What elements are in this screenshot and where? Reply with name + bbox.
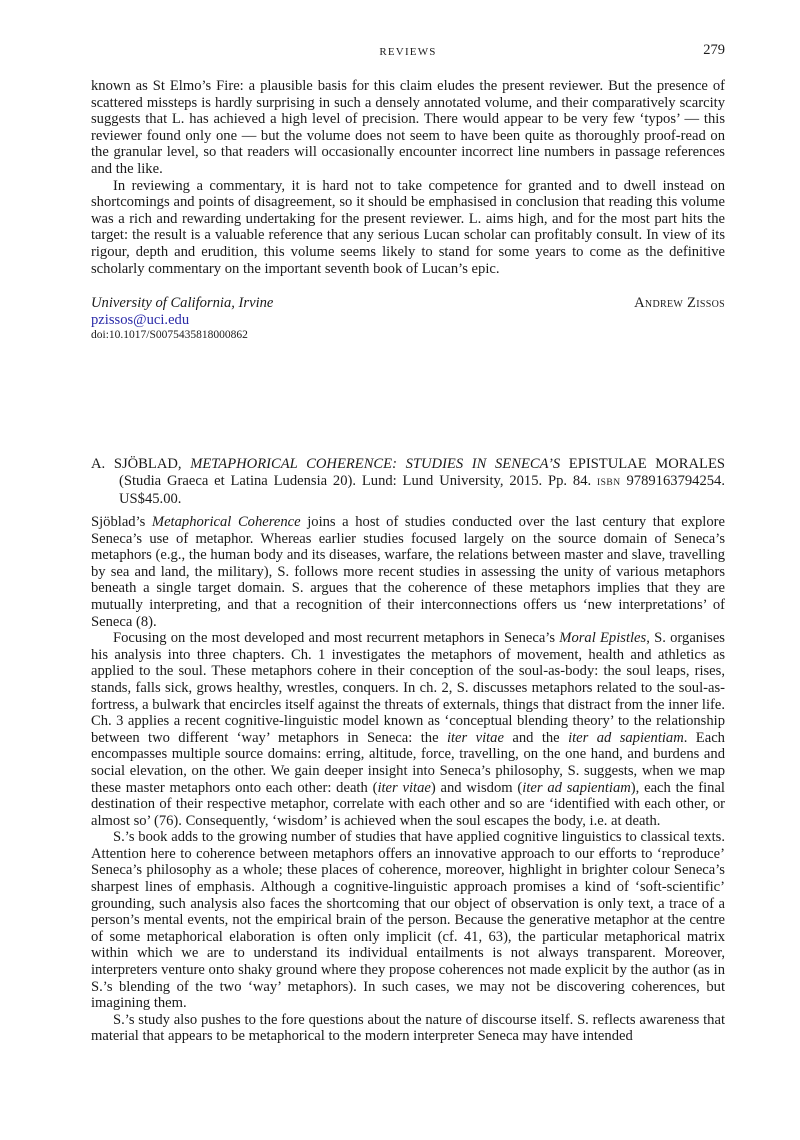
doi: doi:10.1017/S0075435818000862 xyxy=(91,329,248,342)
isbn-label: ISBN xyxy=(596,477,621,488)
text-run: S.’s book adds to the growing number of studies that have applied cognitive linguistics to classical texts. Attention here to coherence between metaphors offers an innovative approach to our efforts to ‘reproduce’ Seneca’s philosophy as a whole; these places of coherence, moreover, highlight in brighter colour Seneca’s sharpest lines of emphasis. Although a cognitive-linguistic approach promises a kind of ‘soft-scientific’ grounding, such analysis also faces the shortcoming that our object of observation is only text, a trace of a person’s mental events, not the empirical brain of the person. Because the generative metaphor at the centre of some metaphorical elaboration is often only implicit (cf. 41, 63), the particular metaphorical matrix within which we are to understand its individual entailments is not always transparent. Moreover, interpreters venture onto shaky ground where they propose coherences not made explicit by the author (as in S.’s blending of the two ‘way’ metaphors). In such cases, we may not be discovering coherences, but imagining them. xyxy=(91,829,725,1012)
italic-text: Moral Epistles xyxy=(559,630,647,647)
text-run: S.’s study also pushes to the fore questions about the nature of discourse itself. S. reflects awareness that material that appears to be metaphorical to the modern interpreter Seneca may have intended xyxy=(91,1011,725,1045)
book-citation xyxy=(91,456,725,508)
review-paragraph xyxy=(91,630,725,829)
review-signature xyxy=(91,295,725,342)
italic-text: iter ad sapientiam xyxy=(522,779,631,796)
book-title-latin: EPISTULAE MORALES xyxy=(568,456,726,472)
italic-text: iter vitae xyxy=(446,729,504,746)
reviewer-affiliation: University of California, Irvine xyxy=(91,295,274,311)
review-paragraph xyxy=(91,1012,725,1045)
reviewer-name: Andrew Zissos xyxy=(634,295,725,311)
text-run: joins a host of studies conducted over the last century that explore Seneca’s use of metaphor. Whereas earlier studies focused largely on the source domain of Seneca’s metaphors (e.g., the human body and its diseases, warfare, the relations between master and slave, travelling by sea and land, the military), S. follows more recent studies in assessing the unity of various metaphors beneath a single target domain. S. argues that the coherence of these metaphors implies that they are mutually interpreting, and that a recognition of their interconnections offers us ‘new interpretations’ of Seneca (8). xyxy=(91,514,725,630)
text-run: Focusing on the most developed and most recurrent metaphors in Seneca’s xyxy=(113,630,560,647)
book-author: A. SJÖBLAD, xyxy=(91,456,182,472)
previous-review-paragraph: In reviewing a commentary, it is hard not to take competence for granted and to dwell instead on shortcomings and points of disagreement, so it should be emphasised in conclusion that reading this volume was a rich and rewarding undertaking for the present reviewer. L. aims high, and for the most part hits the target: the result is a valuable reference that any serious Lucan scholar can profitably consult. In view of its rigour, depth and erudition, this volume seems likely to stand for some years to come as the definitive scholarly commentary on the important seventh book of Lucan’s epic. xyxy=(91,177,725,277)
text-run: , S. organises his analysis into three chapters. Ch. 1 investigates the metaphors of movement, health and athletics as applied to the soul. These metaphors cohere in their conception of the soul-as-body: the soul leaps, rises, stands, falls sick, grows healthy, wrestles, conquers. In ch. 2, S. discusses metaphors related to the soul-as-fortress, a bulwark that encircles itself against the threats of externals, things that distract from the inner life. Ch. 3 applies a recent cognitive-linguistic model known as ‘conceptual blending theory’ to the relationship between two different ‘way’ metaphors in Seneca: the xyxy=(91,630,725,746)
previous-review-paragraph: known as St Elmo’s Fire: a plausible basis for this claim eludes the present reviewer. But the presence of scattered missteps is hardly surprising in such a densely annotated volume, and their comparatively scarcity suggests that L. has achieved a high level of precision. There would appear to be very few ‘typos’ — this reviewer found only one — but the volume does not seem to have been quite as thoroughly proof-read on the granular level, so that readers will occasionally encounter incorrect line numbers in passage references and the like. xyxy=(91,78,725,177)
text-run: ), each the final destination of their respective metaphor, correlate with each other and so are ‘identified with each other, or almost so’ (76). Consequently, ‘wisdom’ is achieved when the soul escapes the body, i.e. at death. xyxy=(91,779,725,829)
text-run: Sjöblad’s xyxy=(91,514,152,530)
text-run: and the xyxy=(503,729,569,746)
running-title: REVIEWS xyxy=(379,46,437,58)
book-title: METAPHORICAL COHERENCE: STUDIES IN SENECA’S xyxy=(190,456,561,472)
text-run: ) and wisdom ( xyxy=(430,779,523,796)
italic-text: Metaphorical Coherence xyxy=(151,514,301,530)
isbn-price: 9789163794254. US$45.00. xyxy=(119,472,725,508)
page-number: 279 xyxy=(703,42,725,58)
reviewer-email-link[interactable]: pzissos@uci.edu xyxy=(91,311,190,328)
text-run: . Each encompasses multiple source domains: erring, altitude, force, travelling, on the one hand, and burdens and social elevation, on the other. We gain deeper insight into Seneca’s philosophy, S. suggests, when we map these master metaphors onto each other: death ( xyxy=(91,729,725,796)
review-paragraph xyxy=(91,829,725,1012)
review-body xyxy=(91,514,725,1045)
review-paragraph xyxy=(91,514,725,630)
italic-text: iter vitae xyxy=(377,779,431,796)
book-series: (Studia Graeca et Latina Ludensia 20). Lund: Lund University, 2015. Pp. 84. xyxy=(119,472,592,489)
previous-review-body xyxy=(91,78,725,277)
italic-text: iter ad sapientiam xyxy=(568,729,684,746)
running-head xyxy=(91,44,725,62)
